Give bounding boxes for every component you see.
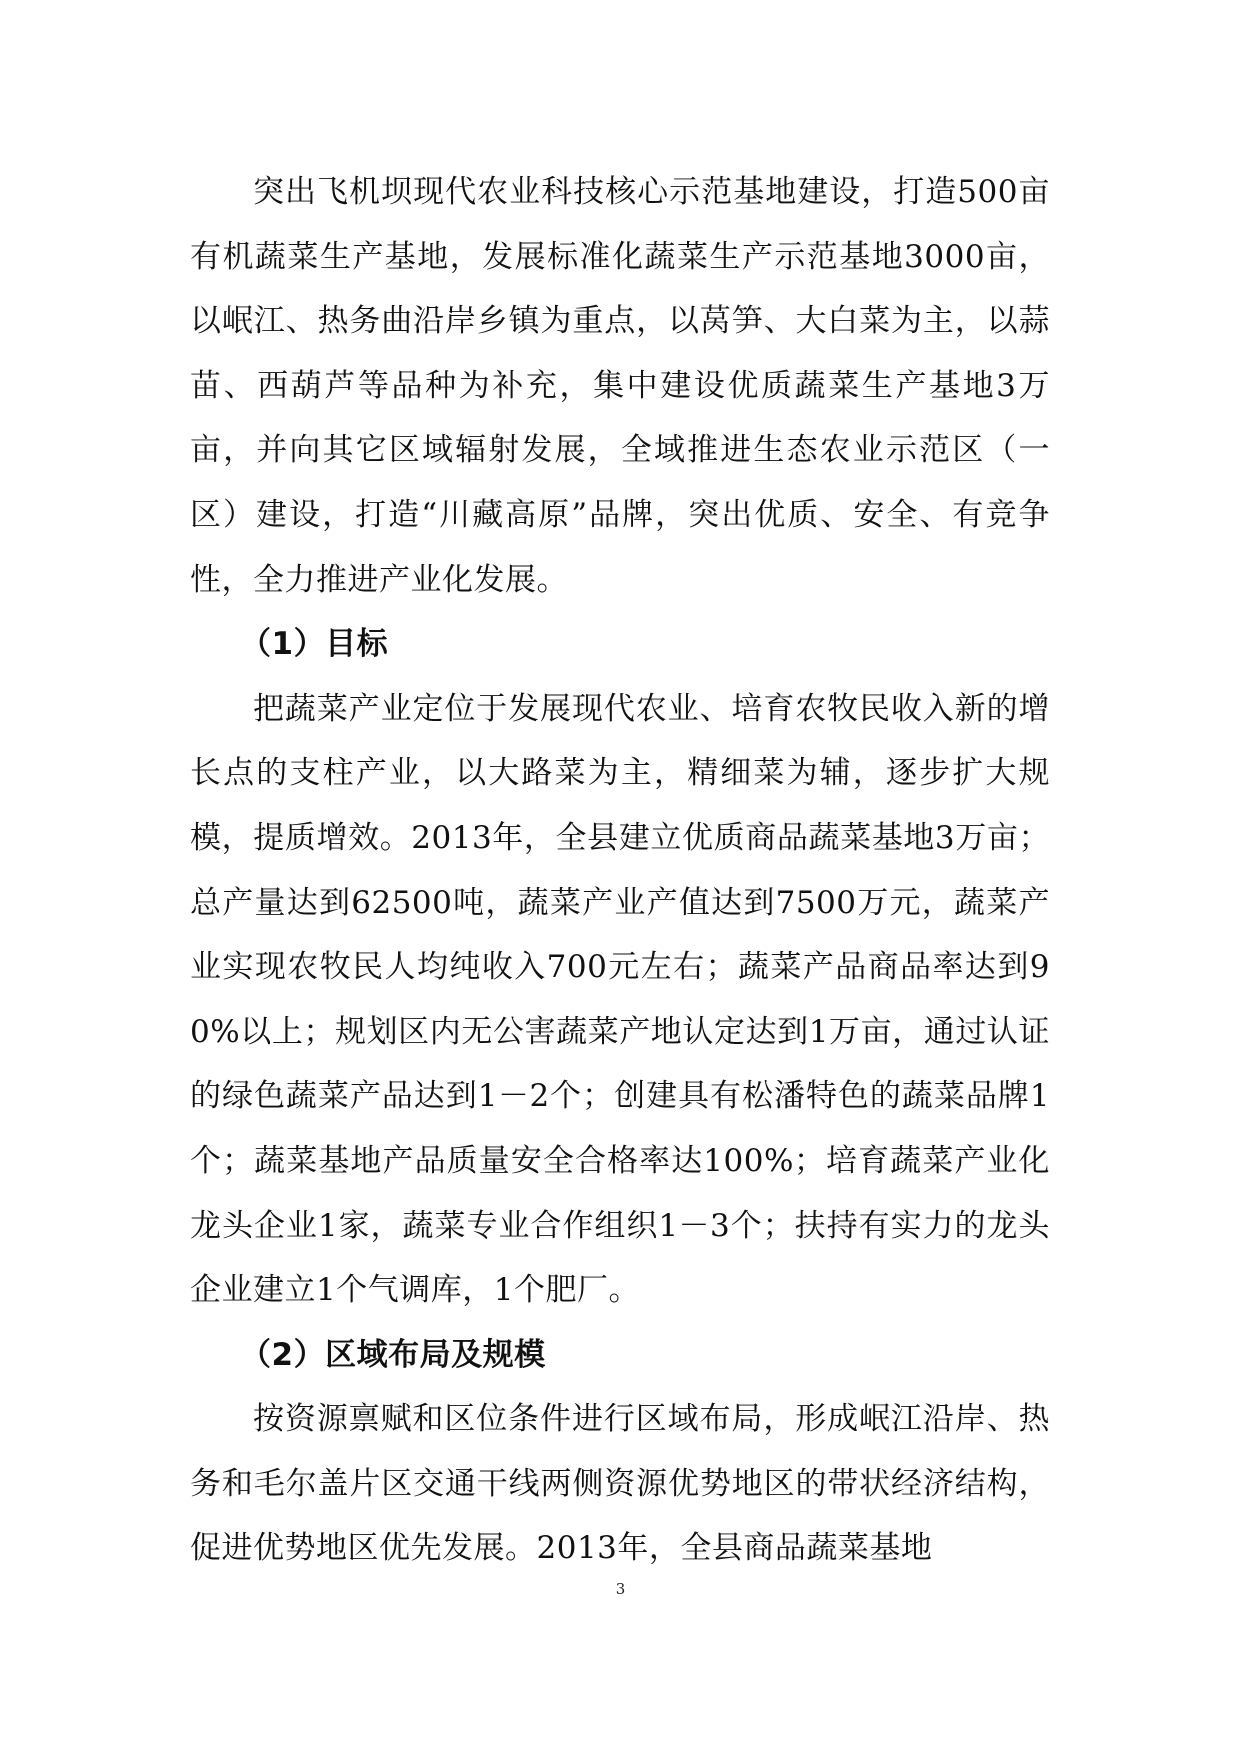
heading-layout-scale: （2）区域布局及规模 — [240, 1336, 546, 1373]
paragraph-goals: 把蔬菜产业定位于发展现代农业、培育农牧民收入新的增长点的支柱产业，以大路菜为主，精细菜为辅，逐步扩大规模，提质增效。2013年，全县建立优质商品蔬菜基地3万亩；总产量达到62500吨，蔬菜产业产值达到7500万元，蔬菜产业实现农牧民人均纯收入700元左右；蔬菜产品商品率达到90%以上；规划区内无公害蔬菜产地认定达到1万亩，通过认证的绿色蔬菜产品达到1－2个；创建具有松潘特色的蔬菜品牌1个；蔬菜基地产品质量安全合格率达100%；培育蔬菜产业化龙头企业1家，蔬菜专业合作组织1－3个；扶持有实力的龙头企业建立1个气调库，1个肥厂。 — [190, 690, 1050, 1309]
page-number: 3 — [615, 1580, 626, 1598]
heading-goals: （1）目标 — [240, 626, 389, 663]
paragraph-layout: 按资源禀赋和区位条件进行区域布局，形成岷江沿岸、热务和毛尔盖片区交通干线两侧资源优势地区的带状经济结构，促进优势地区优先发展。2013年，全县商品蔬菜基地 — [190, 1401, 1050, 1567]
document-body — [190, 160, 1050, 1581]
paragraph-intro: 突出飞机坝现代农业科技核心示范基地建设，打造500亩有机蔬菜生产基地，发展标准化蔬菜生产示范基地3000亩，以岷江、热务曲沿岸乡镇为重点，以莴笋、大白菜为主，以蒜苗、西葫芦等品种为补充，集中建设优质蔬菜生产基地3万亩，并向其它区域辐射发展，全域推进生态农业示范区（一区）建设，打造“川藏高原”品牌，突出优质、安全、有竞争性，全力推进产业化发展。 — [190, 174, 1050, 598]
